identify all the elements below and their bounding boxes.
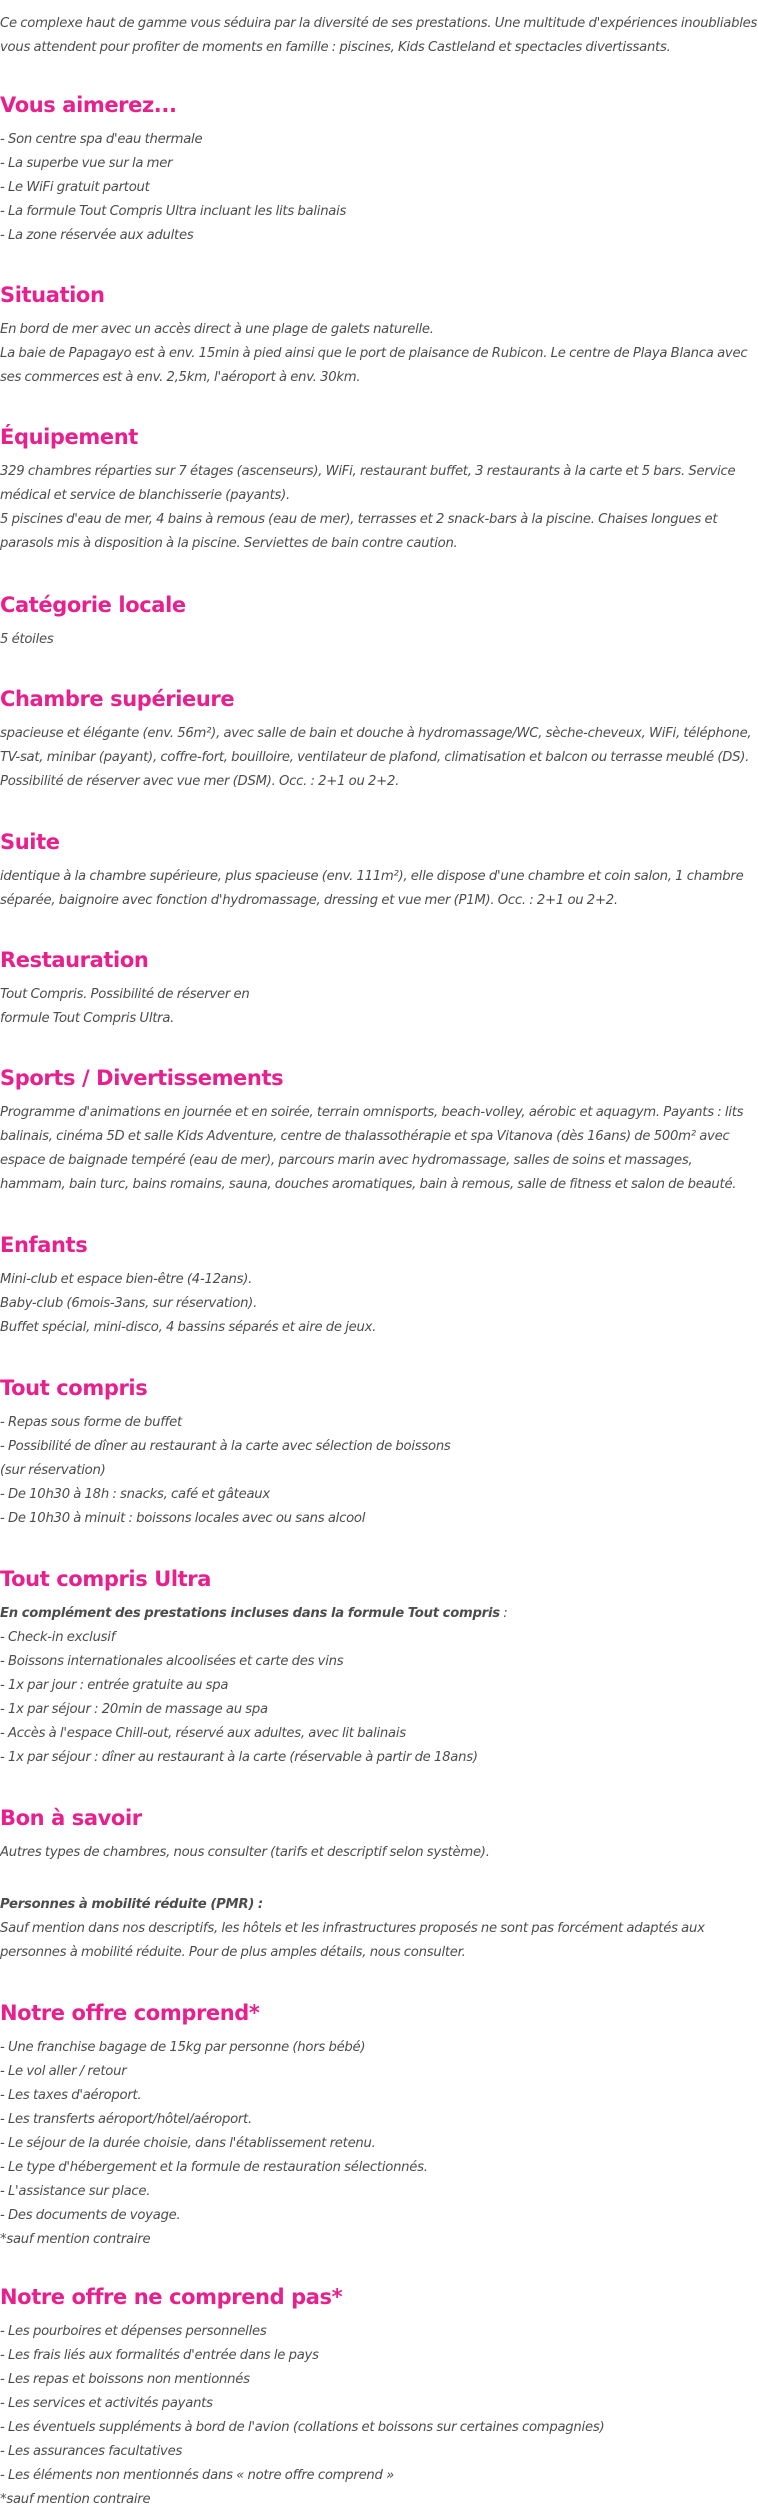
section-lead-tout-compris-ultra (0, 1602, 758, 1626)
section-body-offre-ne-comprend-pas: - Les pourboires et dépenses personnelles - Les frais liés aux formalités d'entrée dans le pays - Les repas et boissons non mentionnés - Les services et activités payants - Les éventuels suppléments à bord de l'avion (collations et boissons sur certaines compagnies) - Les assurances facultatives - Les éléments non mentionnés dans « notre offre comprend » *sauf mention contraire (0, 2324, 605, 2507)
pmr-heading: Personnes à mobilité réduite (PMR) : (0, 1897, 263, 1912)
section-body-vous-aimerez: - Son centre spa d'eau thermale - La superbe vue sur la mer - Le WiFi gratuit partout - La formule Tout Compris Ultra incluant les lits balinais - La zone réservée aux adultes (0, 132, 347, 243)
section-body-chambre-superieure: spacieuse et élégante (env. 56m²), avec salle de bain et douche à hydromassage/WC, sèche-cheveux, WiFi, téléphone, TV-sat, minibar (payant), coffre-fort, bouilloire, ventilateur de plafond, climatisation et balcon ou terrasse meublé (DS). Possibilité de réserver avec vue mer (DSM). Occ. : 2+1 ou 2+2. (0, 726, 752, 789)
section-body-equipement: 329 chambres réparties sur 7 étages (ascenseurs), WiFi, restaurant buffet, 3 restaurants à la carte et 5 bars. Service médical et service de blanchisserie (payants). 5 piscines d'eau de mer, 4 bains à remous (eau de mer), terrasses et 2 snack-bars à la piscine. Chaises longues et parasols mis à disposition à la piscine. Serviettes de bain contre caution. (0, 464, 736, 551)
section-body-tout-compris: - Repas sous forme de buffet - Possibilité de dîner au restaurant à la carte avec sélection de boissons (sur réservation) - De 10h30 à 18h : snacks, café et gâteaux - De 10h30 à minuit : boissons locales avec ou sans alcool (0, 1415, 451, 1526)
section-body-categorie-locale: 5 étoiles (0, 632, 54, 647)
section-title-equipement: Équipement (0, 425, 138, 449)
intro-text: Ce complexe haut de gamme vous séduira par la diversité de ses prestations. Une multitude d'expériences inoubliables vous attendent pour profiter de moments en famille : piscines, Kids Castleland et spectacles divertissants. (0, 16, 758, 55)
section-title-tout-compris-ultra: Tout compris Ultra (0, 1567, 212, 1591)
section-title-offre-ne-comprend-pas: Notre offre ne comprend pas* (0, 2285, 343, 2309)
section-title-categorie-locale: Catégorie locale (0, 593, 186, 617)
section-title-chambre-superieure: Chambre supérieure (0, 687, 235, 711)
section-body-suite: identique à la chambre supérieure, plus spacieuse (env. 111m²), elle dispose d'une chambre et coin salon, 1 chambre séparée, baignoire avec fonction d'hydromassage, dressing et vue mer (P1M). Occ. : 2+1 ou 2+2. (0, 869, 744, 908)
lead-bold-text: En complément des prestations incluses dans la formule Tout compris (0, 1606, 500, 1621)
section-title-enfants: Enfants (0, 1233, 88, 1257)
section-title-situation: Situation (0, 283, 105, 307)
section-title-suite: Suite (0, 830, 60, 854)
section-title-offre-comprend: Notre offre comprend* (0, 2001, 260, 2025)
section-body-bon-a-savoir: Autres types de chambres, nous consulter (tarifs et descriptif selon système). (0, 1845, 490, 1860)
section-body-enfants: Mini-club et espace bien-être (4-12ans). Baby-club (6mois-3ans, sur réservation). Buffet spécial, mini-disco, 4 bassins séparés et aire de jeux. (0, 1272, 377, 1335)
section-title-vous-aimerez: Vous aimerez... (0, 93, 177, 117)
section-title-sports: Sports / Divertissements (0, 1066, 284, 1090)
section-body-situation: En bord de mer avec un accès direct à une plage de galets naturelle. La baie de Papagayo est à env. 15min à pied ainsi que le port de plaisance de Rubicon. Le centre de Playa Blanca avec ses commerces est à env. 2,5km, l'aéroport à env. 30km. (0, 322, 748, 385)
section-title-tout-compris: Tout compris (0, 1376, 148, 1400)
section-body-sports: Programme d'animations en journée et en soirée, terrain omnisports, beach-volley, aérobic et aquagym. Payants : lits balinais, cinéma 5D et salle Kids Adventure, centre de thalassothérapie et spa Vitanova (dès 16ans) de 500m² avec espace de baignade tempéré (eau de mer), parcours marin avec hydromassage, salles de soins et massages, hammam, bain turc, bains romains, sauna, douches aromatiques, bain à remous, salle de fitness et salon de beauté. (0, 1105, 744, 1192)
section-title-bon-a-savoir: Bon à savoir (0, 1806, 142, 1830)
section-body-restauration: Tout Compris. Possibilité de réserver en formule Tout Compris Ultra. (0, 987, 250, 1026)
lead-suffix: : (499, 1606, 508, 1621)
pmr-body: Sauf mention dans nos descriptifs, les hôtels et les infrastructures proposés ne sont pas forcément adaptés aux personnes à mobilité réduite. Pour de plus amples détails, nous consulter. (0, 1921, 705, 1960)
section-title-restauration: Restauration (0, 948, 149, 972)
section-body-tout-compris-ultra: - Check-in exclusif - Boissons internationales alcoolisées et carte des vins - 1x par jour : entrée gratuite au spa - 1x par séjour : 20min de massage au spa - Accès à l'espace Chill-out, réservé aux adultes, avec lit balinais - 1x par séjour : dîner au restaurant à la carte (réservable à partir de 18ans) (0, 1630, 478, 1765)
section-body-offre-comprend: - Une franchise bagage de 15kg par personne (hors bébé) - Le vol aller / retour - Les taxes d'aéroport. - Les transferts aéroport/hôtel/aéroport. - Le séjour de la durée choisie, dans l'établissement retenu. - Le type d'hébergement et la formule de restauration sélectionnés. - L'assistance sur place. - Des documents de voyage. *sauf mention contraire (0, 2040, 428, 2247)
